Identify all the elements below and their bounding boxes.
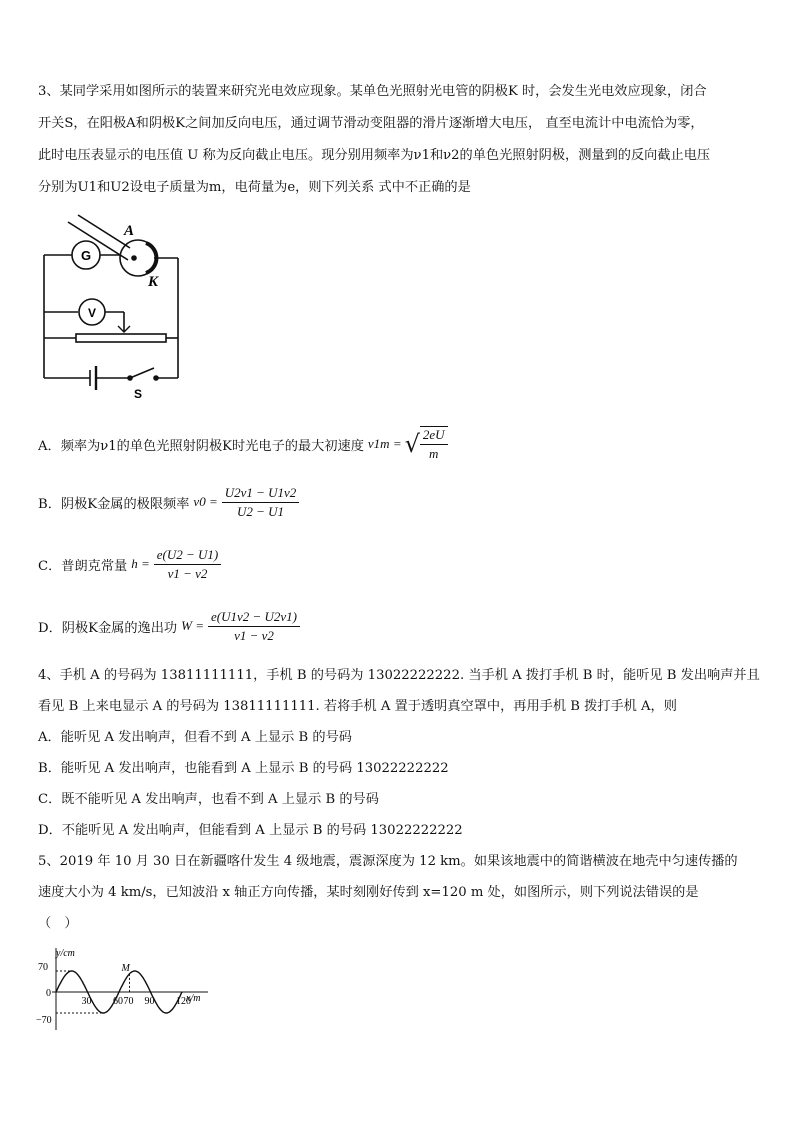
q3-option-a-numerator: 2eU <box>420 427 448 445</box>
q3-option-a-fraction <box>420 426 448 462</box>
ytick-neg70: −70 <box>36 1015 52 1026</box>
wave-chart <box>36 944 216 1034</box>
voltmeter-label: V <box>87 306 97 320</box>
q4-option-d: D．不能听见 A 发出响声，但能看到 A 上显示 B 的号码 13022222222 <box>38 823 463 838</box>
light-ray-1 <box>78 215 130 248</box>
xtick-30: 30 <box>81 996 92 1007</box>
q3-option-a-denominator: m <box>429 446 439 461</box>
q3-option-c-numerator: e(U2 − U1) <box>154 547 221 565</box>
q4-line-1: 4、手机 A 的号码为 13811111111，手机 B 的号码为 13022222222. 当手机 A 拨打手机 B 时，能听见 B 发出响声并且 <box>38 668 760 683</box>
q3-line-2: 开关S，在阳极A和阴极K之间加反向电压，通过调节滑动变阻器的滑片逐渐增大电压， 直至电流计中电流恰为零， <box>38 116 704 131</box>
q3-option-c-text: C．普朗克常量 <box>38 558 128 574</box>
ytick-70: 70 <box>38 962 48 973</box>
q3-option-b <box>38 482 299 522</box>
cathode-label: K <box>148 274 159 290</box>
xtick-90: 90 <box>144 996 155 1007</box>
q5-line-1: 5、2019 年 10 月 30 日在新疆喀什发生 4 级地震，震源深度为 12 km。如果该地震中的简谐横波在地壳中匀速传播的 <box>38 854 738 869</box>
xtick-60: 60 <box>113 996 123 1007</box>
switch-label: S <box>134 387 143 400</box>
q3-option-c-denominator: ν1 − ν2 <box>167 565 208 581</box>
q3-line-4: 分别为U1和U2设电子质量为m，电荷量为e，则下列关系 式中不正确的是 <box>38 180 471 195</box>
xtick-70: 70 <box>123 996 134 1007</box>
q3-option-b-numerator: U2ν1 − U1ν2 <box>222 485 300 503</box>
switch-icon <box>130 368 154 378</box>
q5-line-2: 速度大小为 4 km/s，已知波沿 x 轴正方向传播，某时刻刚好传到 x=120 m 处，如图所示，则下列说法错误的是 <box>38 885 699 900</box>
xtick-120: 120 <box>176 996 191 1007</box>
q3-option-b-text: B．阴极K金属的极限频率 <box>38 496 190 512</box>
q3-option-b-denominator: U2 − U1 <box>236 503 285 519</box>
q3-option-d-numerator: e(U1ν2 − U2ν1) <box>208 609 300 627</box>
circuit-figure <box>38 210 188 400</box>
anode-label: A <box>124 223 135 239</box>
q3-line-3: 此时电压表显示的电压值 U 称为反向截止电压。现分别用频率为ν1和ν2的单色光照射阴极，测量到的反向截止电压 <box>38 148 711 163</box>
q3-option-d <box>38 606 300 646</box>
q4-option-a: A．能听见 A 发出响声，但看不到 A 上显示 B 的号码 <box>38 730 352 745</box>
q3-option-d-lhs: W = <box>181 618 204 633</box>
q3-option-c-lhs: h = <box>131 556 150 571</box>
q5-paren: （ ） <box>38 916 78 931</box>
q3-option-c-fraction <box>154 547 221 582</box>
q3-option-d-denominator: ν1 − ν2 <box>234 627 274 643</box>
point-m-label: M <box>121 962 130 974</box>
chart-ylabel: y/cm <box>56 948 75 959</box>
rheostat-icon <box>76 334 166 342</box>
q3-option-b-lhs: ν0 = <box>193 494 218 509</box>
q3-option-d-text: D．阴极K金属的逸出功 <box>38 620 178 636</box>
q4-line-2: 看见 B 上来电显示 A 的号码为 13811111111. 若将手机 A 置于透明真空罩中，再用手机 B 拨打手机 A，则 <box>38 699 677 714</box>
q3-option-b-fraction <box>222 485 300 520</box>
galvanometer-label: G <box>80 248 92 263</box>
q4-option-b: B．能听见 A 发出响声，也能看到 A 上显示 B 的号码 13022222222 <box>38 761 449 776</box>
sqrt-icon: √ <box>404 430 420 458</box>
q3-option-a <box>38 428 448 460</box>
ytick-0: 0 <box>46 988 51 999</box>
q3-line-1: 3、某同学采用如图所示的装置来研究光电效应现象。某单色光照射光电管的阴极K 时，会发生光电效应现象，闭合 <box>38 84 707 99</box>
q3-option-c <box>38 544 221 584</box>
q3-option-a-lhs: v1m = <box>367 436 402 451</box>
q3-option-d-fraction <box>208 609 300 644</box>
q4-option-c: C．既不能听见 A 发出响声，也看不到 A 上显示 B 的号码 <box>38 792 379 807</box>
chart-xlabel: x/m <box>186 993 201 1004</box>
q3-option-a-text: A．频率为ν1的单色光照射阴极K时光电子的最大初速度 <box>38 438 364 454</box>
